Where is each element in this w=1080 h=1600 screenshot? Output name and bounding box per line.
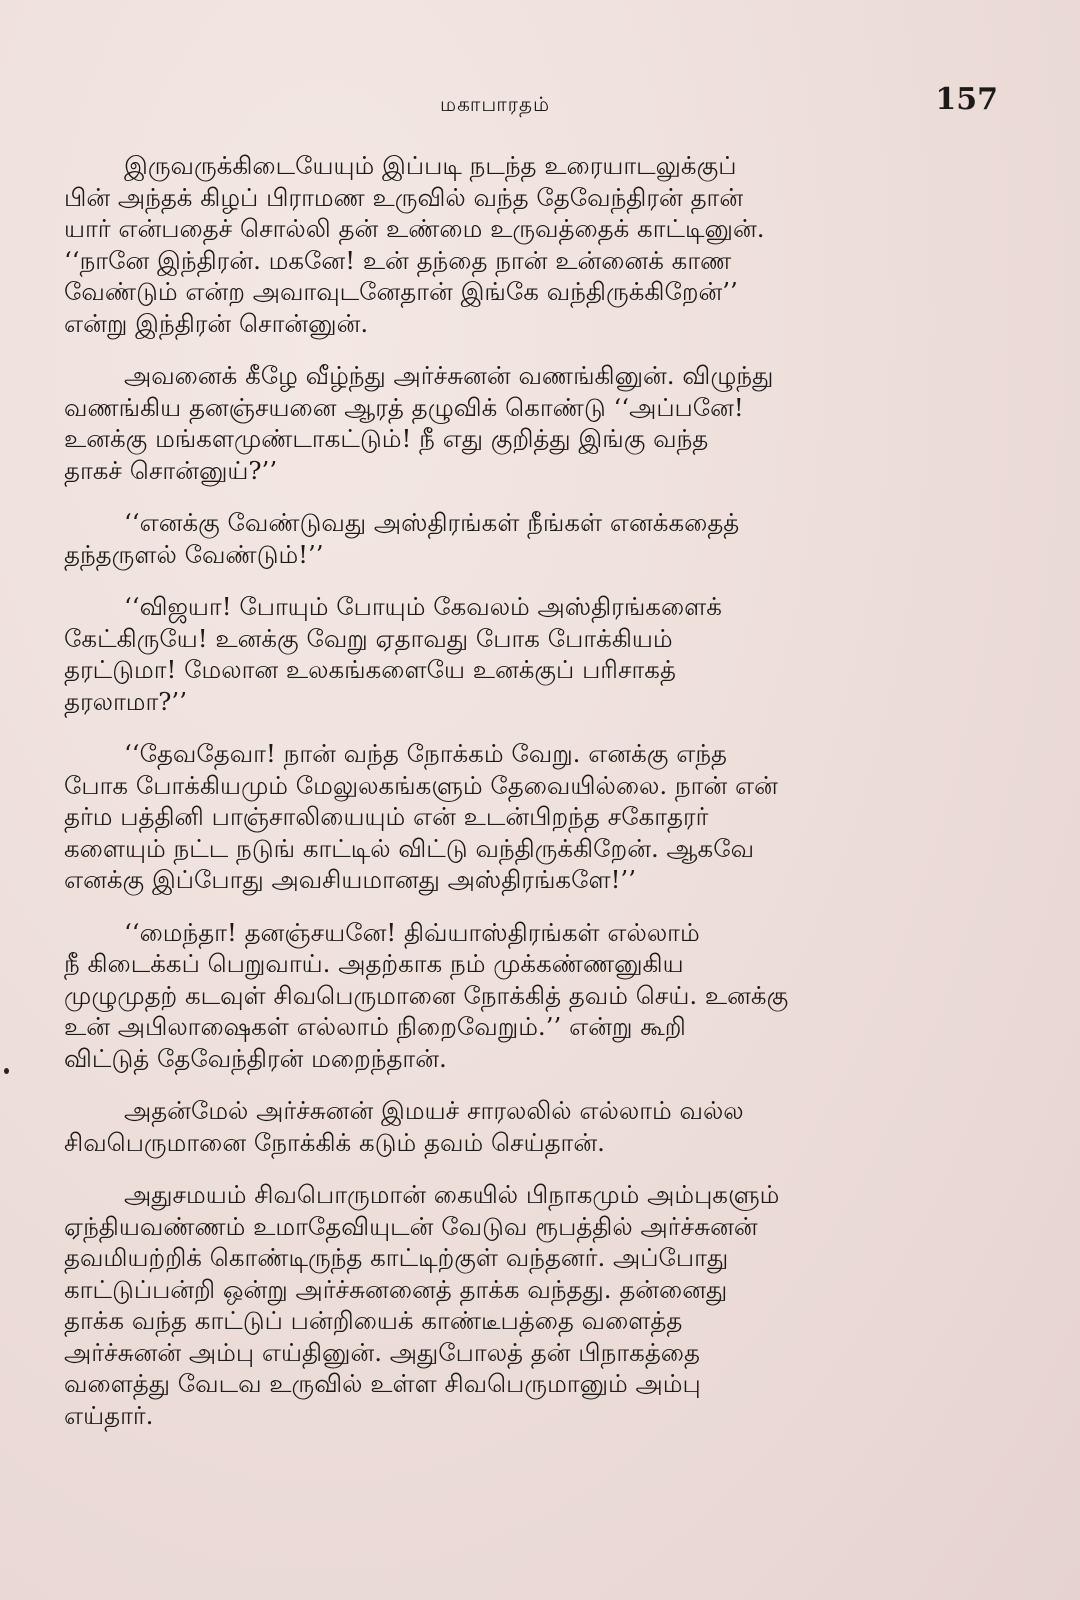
paragraph-8: அதுசமயம் சிவபொருமான் கையில் பிநாகமும் அம்புகளும் ஏந்தியவண்ணம் உமாதேவியுடன் வேடுவ ரூபத்தில் அர்ச்சுனன் தவமியற்றிக் கொண்டிருந்த காட்டிற்குள் வந்தனர். அப்போது காட்டுப்பன்றி ஒன்று அர்ச்சுனனைத் தாக்க வந்தது. தன்னைது தாக்க வந்த காட்டுப் பன்றியைக் காண்டீபத்தை வளைத்த அர்ச்சுனன் அம்பு எய்தினுன். அதுபோலத் தன் பிநாகத்தை வளைத்து வேடவ உருவில் உள்ள சிவபெருமானும் அம்பு எய்தார். [64, 1180, 780, 1430]
running-title: மகாபாரதம் [440, 92, 551, 116]
paragraph-7: அதன்மேல் அர்ச்சுனன் இமயச் சாரலலில் எல்லாம் வல்ல சிவபெருமானை நோக்கிக் கடும் தவம் செய்தான். [64, 1096, 744, 1157]
paragraph-5: ‘‘தேவதேவா! நான் வந்த நோக்கம் வேறு. எனக்கு எந்த போக போக்கியமும் மேலுலகங்களும் தேவையில்லை. நான் என் தர்ம பத்தினி பாஞ்சாலியையும் என் உடன்பிறந்த சகோதரர் களையும் நட்ட நடுங் காட்டில் விட்டு வந்திருக்கிறேன். ஆகவே எனக்கு இப்போது அவசியமானது அஸ்திரங்களே!’’ [64, 739, 778, 894]
ink-speck [4, 1068, 9, 1074]
paragraph-6: ‘‘மைந்தா! தனஞ்சயனே! திவ்யாஸ்திரங்கள் எல்லாம் நீ கிடைக்கப் பெறுவாய். அதற்காக நம் முக்கண்ணனுகிய முழுமுதற் கடவுள் சிவபெருமானை நோக்கித் தவம் செய். உனக்கு உன் அபிலாஷைகள் எல்லாம் நிறைவேறும்.’’ என்று கூறி விட்டுத் தேவேந்திரன் மறைந்தான். [64, 917, 789, 1073]
page-number: 157 [935, 82, 998, 117]
paragraph-2: அவனைக் கீழே வீழ்ந்து அர்ச்சுனன் வணங்கினுன். விழுந்து வணங்கிய தனஞ்சயனை ஆரத் தழுவிக் கொண்டு ‘‘அப்பனே! உனக்கு மங்களமுண்டாகட்டும்! நீ எது குறித்து இங்கு வந்த தாகச் சொன்னுய்?’’ [64, 361, 774, 485]
paragraph-4: ‘‘விஜயா! போயும் போயும் கேவலம் அஸ்திரங்களைக் கேட்கிருயே! உனக்கு வேறு ஏதாவது போக போக்கியம் தரட்டுமா! மேலான உலகங்களையே உனக்குப் பரிசாகத் தரலாமா?’’ [64, 592, 722, 716]
running-header [0, 82, 1080, 128]
paragraph-3: ‘‘எனக்கு வேண்டுவது அஸ்திரங்கள் நீங்கள் எனக்கதைத் தந்தருளல் வேண்டும்!’’ [64, 508, 740, 569]
paragraph-1: இருவருக்கிடையேயும் இப்படி நடந்த உரையாடலுக்குப் பின் அந்தக் கிழப் பிராமண உருவில் வந்த தேவேந்திரன் தான் யார் என்பதைச் சொல்லி தன் உண்மை உருவத்தைக் காட்டினுன். ‘‘நானே இந்திரன். மகனே! உன் தந்தை நான் உன்னைக் காண வேண்டும் என்ற அவாவுடனேதான் இங்கே வந்திருக்கிறேன்’’ என்று இந்திரன் சொன்னுன். [64, 151, 765, 338]
body-text [64, 150, 1004, 1452]
